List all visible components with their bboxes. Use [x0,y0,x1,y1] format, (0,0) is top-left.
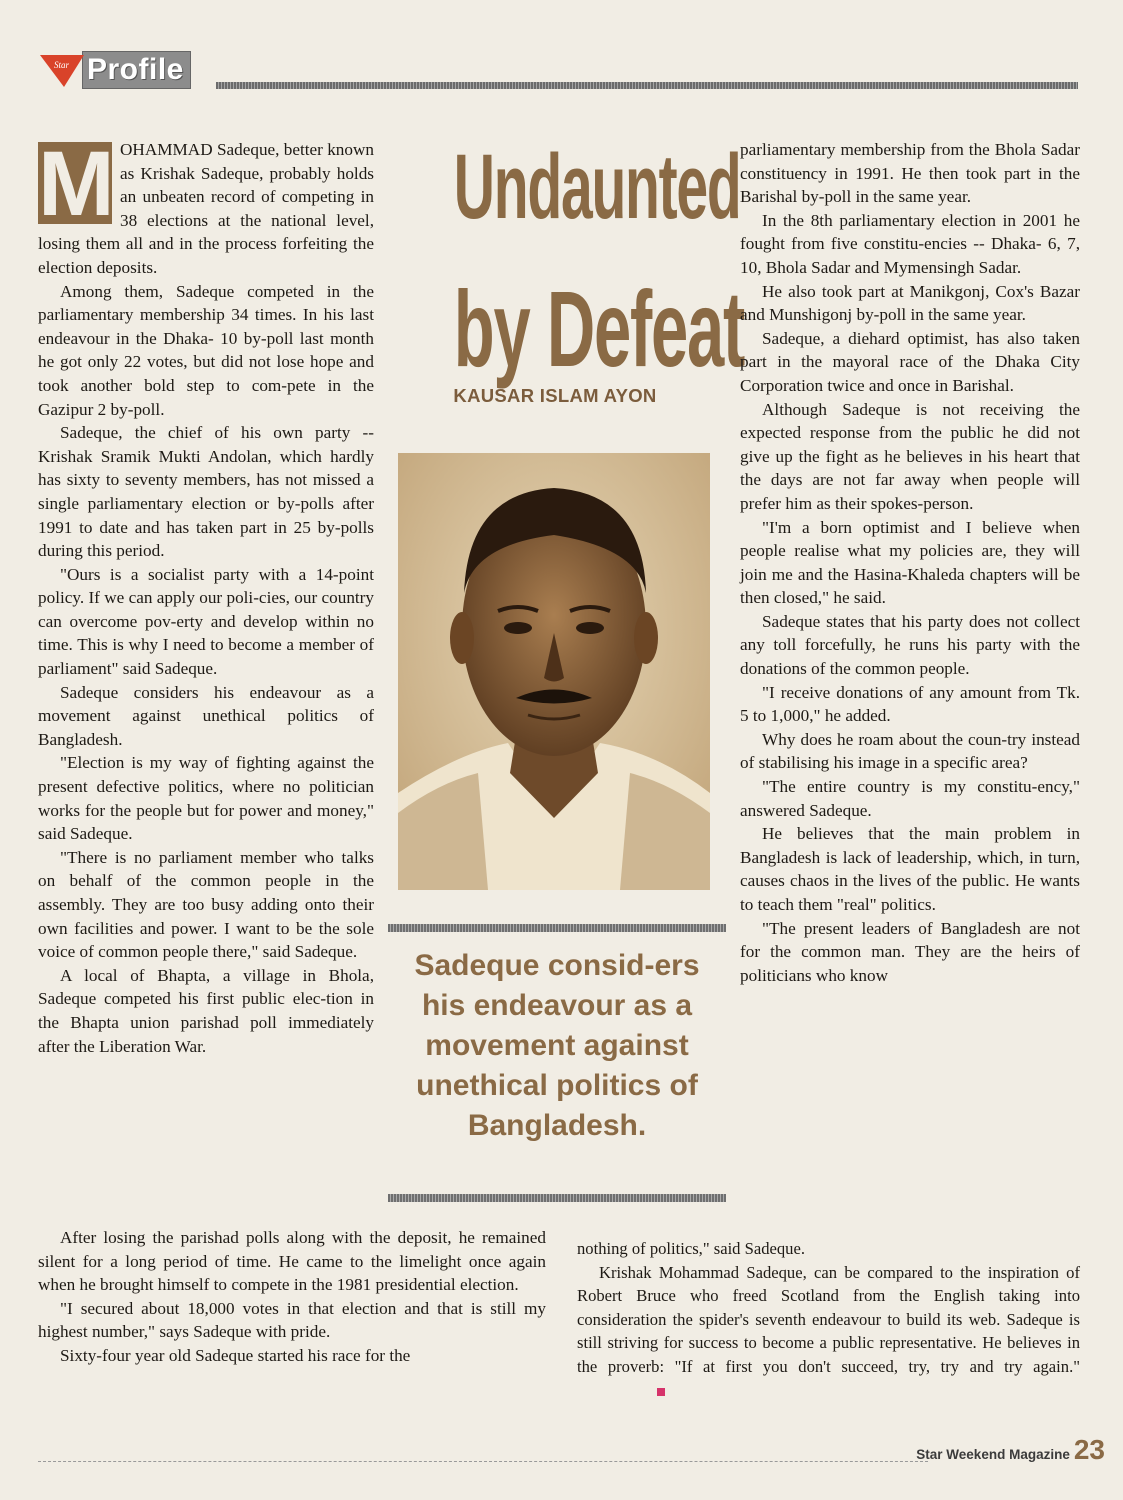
section-label: Profile [82,51,191,89]
title-line-1: Undaunted [453,136,741,238]
logo-text: Star [54,60,70,70]
paragraph: "Ours is a socialist party with a 14-point policy. If we can apply our poli-cies, our country can overcome pov-erty and develop within no time. This is why I need to become a member of parliament" said Sadeque. [38,564,374,679]
end-mark-icon [657,1388,665,1396]
paragraph: In the 8th parliamentary election in 2001 he fought from five constitu-encies -- Dhaka- 6, 7, 10, Bhola Sadar and Mymensingh Sadar. [740,210,1080,277]
dropcap: M [38,133,115,235]
pull-quote-rule-top [388,924,726,932]
portrait-photo [398,453,710,890]
article-bottom-right [577,1237,1080,1402]
page-number: 23 [1073,1434,1105,1465]
footer-rule [38,1461,928,1462]
title-line-2: by Defeat [453,268,745,389]
paragraph: "I secured about 18,000 votes in that election and that is still my highest number," says Sadeque with pride. [38,1298,546,1342]
paragraph: Although Sadeque is not receiving the expected response from the public he did not give up the fight as he believes in his heart that the days are not far away when people will prefer him as their spokes-person. [740,399,1080,513]
pull-quote-rule-bottom [388,1194,726,1202]
paragraph: Sadeque, the chief of his own party -- Krishak Sramik Mukti Andolan, which hardly has sixty to seventy members, has not missed a single parliamentary election or by-polls after 1991 to date and has taken part in 25 by-polls during this period. [38,423,374,561]
star-logo-icon [38,51,86,89]
byline: KAUSAR ISLAM AYON [453,385,657,406]
article-column-left [38,133,374,1058]
article-title [393,132,745,389]
paragraph: parliamentary membership from the Bhola Sadar constituency in 1991. He then took part in the Barishal by-poll in the same year. [740,140,1080,207]
paragraph: "I'm a born optimist and I believe when people realise what my policies are, they will join me and the Hasina-Khaleda chapters will be then closed," he said. [740,517,1080,608]
paragraph: Among them, Sadeque competed in the parliamentary membership 34 times. In his last endeavour in the Dhaka- 10 by-poll last month he got only 22 votes, but did not lose hope and took another bold step to com-pete in the Gazipur 2 by-poll. [38,281,374,419]
footer [916,1436,1105,1464]
paragraph: He believes that the main problem in Bangladesh is lack of leadership, which, in turn, causes chaos in the lives of the public. He wants to teach them "real" politics. [740,824,1080,914]
paragraph: "There is no parliament member who talks on behalf of the common people in the assembly. They are too busy adding onto their own facilities and power. I want to be the sole voice of common people there," said Sadeque. [38,847,374,962]
paragraph: Sadeque, a diehard optimist, has also taken part in the mayoral race of the Dhaka City Corporation twice and once in Barishal. [740,328,1080,395]
lead-text: OHAMMAD Sadeque, better known as Krishak Sadeque, probably holds an unbeaten record of competing in 38 elections at the national level, losing them all and in the process forfeiting the election deposits. [38,140,374,277]
header-rule [216,82,1078,89]
paragraph: Sadeque states that his party does not collect any toll forcefully, he runs his party with the donations of the common people. [740,611,1080,679]
lead-paragraph [38,133,374,280]
paragraph: Sixty-four year old Sadeque started his race for the [60,1345,411,1365]
article-column-right [740,138,1080,987]
paragraph: Sadeque considers his endeavour as a movement against unethical politics of Bangladesh. [38,682,374,749]
paragraph: A local of Bhapta, a village in Bhola, Sadeque competed his first public elec-tion in the Bhapta union parishad poll immediately after the Liberation War. [38,965,374,1056]
paragraph: nothing of politics," said Sadeque. [577,1239,805,1258]
paragraph: After losing the parishad polls along with the deposit, he remained silent for a long period of time. He came to the limelight once again when he brought himself to compete in the 1981 presidential election. [38,1228,546,1295]
paragraph [577,1261,1080,1403]
paragraph: "I receive donations of any amount from Tk. 5 to 1,000," he added. [740,682,1080,726]
closing-text: Krishak Mohammad Sadeque, can be compared to the inspiration of Robert Bruce who freed Scotland from the English taking into consideration the spider's seventh endeavour to build its web. Sadeque is still striving for success to become a public representative. He believes in the proverb: "If at first you don't succeed, try, try and try again." [577,1262,1080,1376]
paragraph: Why does he roam about the coun-try instead of stabilising his image in a specific area? [740,729,1080,773]
paragraph: "The present leaders of Bangladesh are not for the common man. They are the heirs of politicians who know [740,918,1080,985]
paragraph: He also took part at Manikgonj, Cox's Bazar and Munshigonj by-poll in the same year. [740,281,1080,325]
paragraph: "The entire country is my constitu-ency," answered Sadeque. [740,777,1080,820]
article-bottom-left [38,1226,546,1368]
paragraph: "Election is my way of fighting against the present defective politics, where no politician works for the people but for power and money," said Sadeque. [38,753,374,844]
section-tag [38,50,191,90]
magazine-name: Star Weekend Magazine [916,1447,1070,1462]
pull-quote: Sadeque consid-ers his endeavour as a movement against unethical politics of Bangladesh. [414,949,700,1142]
